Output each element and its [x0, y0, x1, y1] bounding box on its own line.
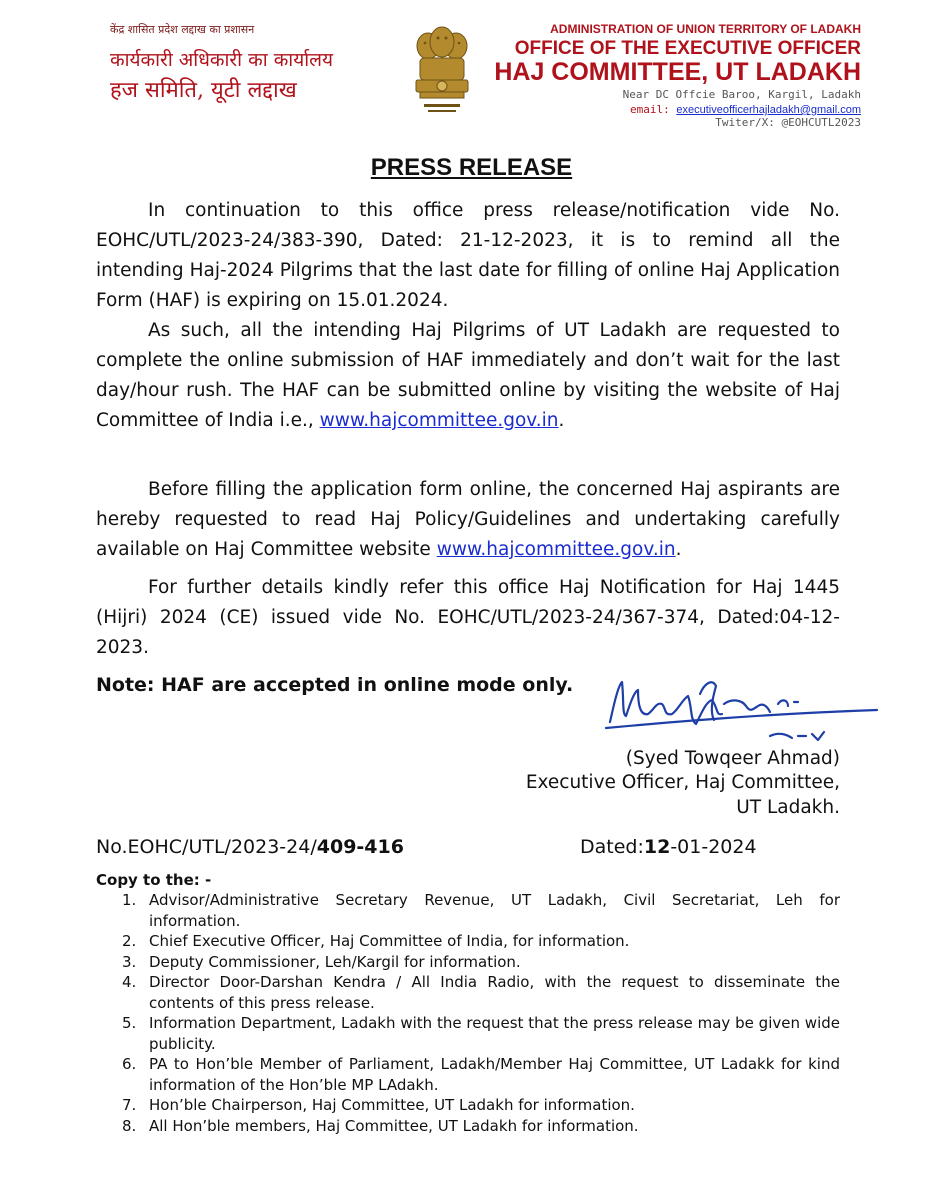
hindi-header-line-2: कार्यकारी अधिकारी का कार्यालय: [110, 49, 334, 71]
copy-to-item-number: 1.: [122, 891, 137, 909]
email-link[interactable]: executiveofficerhajladakh@gmail.com: [676, 104, 861, 116]
reference-date-day: 12: [643, 836, 671, 858]
copy-to-item-number: 6.: [122, 1055, 137, 1073]
copy-to-item: [122, 1013, 840, 1054]
reference-date: [580, 836, 757, 858]
letterhead-administration: ADMINISTRATION OF UNION TERRITORY OF LADAKH: [550, 22, 861, 36]
copy-to-item-text: PA to Hon’ble Member of Parliament, Ladakh/Member Haj Committee, UT Ladakk for kind information of the Hon’ble MP LAdakh.: [149, 1055, 840, 1094]
paragraph-2: [96, 316, 840, 436]
haj-committee-link[interactable]: www.hajcommittee.gov.in: [319, 410, 559, 431]
letterhead-address: Near DC Offcie Baroo, Kargil, Ladakh: [622, 88, 861, 101]
copy-to-item-text: Deputy Commissioner, Leh/Kargil for information.: [149, 952, 521, 971]
copy-to-item-text: Advisor/Administrative Secretary Revenue, UT Ladakh, Civil Secretariat, Leh for information.: [149, 891, 840, 930]
reference-number: [96, 836, 404, 858]
copy-to-item: [122, 1054, 840, 1095]
haj-committee-link[interactable]: www.hajcommittee.gov.in: [436, 539, 676, 560]
paragraph-2-text: As such, all the intending Haj Pilgrims of UT Ladakh are requested to complete the online submission of HAF immediately and don’t wait for the last day/hour rush. The HAF can be submitted online by visiting the website of Haj Committee of India i.e.,: [96, 320, 840, 431]
copy-to-item-text: Director Door-Darshan Kendra / All India Radio, with the request to disseminate the contents of this press release.: [149, 973, 840, 1012]
copy-to-item: [122, 1095, 840, 1116]
copy-to-item-text: Hon’ble Chairperson, Haj Committee, UT Ladakh for information.: [149, 1096, 635, 1114]
copy-to-list: [122, 890, 840, 1136]
copy-to-item: [122, 890, 840, 931]
letterhead-twitter: Twiter/X: @EOHCUTL2023: [715, 116, 861, 129]
copy-to-item: [122, 1116, 840, 1137]
signatory-designation: Executive Officer, Haj Committee,: [525, 772, 840, 793]
paragraph-3-end: .: [675, 539, 682, 560]
signatory-place: UT Ladakh.: [736, 797, 840, 818]
note-online-only: Note: HAF are accepted in online mode only.: [96, 674, 574, 696]
copy-to-item-text: Information Department, Ladakh with the request that the press release may be given wide publicity.: [149, 1014, 840, 1053]
copy-to-item-number: 4.: [122, 973, 137, 991]
signatory-name: (Syed Towqeer Ahmad): [625, 748, 840, 769]
letterhead-committee: HAJ COMMITTEE, UT LADAKH: [494, 58, 861, 86]
paragraph-3: [96, 475, 840, 565]
reference-number-range: 409-416: [316, 836, 404, 858]
email-label: email:: [630, 103, 670, 116]
reference-date-rest: -01-2024: [670, 836, 757, 858]
letterhead-office: OFFICE OF THE EXECUTIVE OFFICER: [514, 38, 861, 59]
paragraph-2-end: .: [558, 410, 565, 431]
paragraph-4: For further details kindly refer this office Haj Notification for Haj 1445 (Hijri) 2024 (CE) issued vide No. EOHC/UTL/2023-24/367-374, Dated:04-12-2023.: [96, 577, 840, 658]
reference-number-prefix: No.EOHC/UTL/2023-24/: [96, 836, 317, 858]
copy-to-item-text: All Hon’ble members, Haj Committee, UT Ladakh for information.: [149, 1116, 639, 1135]
press-release-title: PRESS RELEASE: [370, 154, 573, 181]
copy-to-item: [122, 972, 840, 1013]
state-emblem-icon: [410, 24, 474, 124]
copy-to-item-number: 5.: [122, 1014, 137, 1032]
copy-to-title: Copy to the: -: [96, 871, 212, 889]
hindi-header-line-1: केंद्र शासित प्रदेश लद्दाख का प्रशासन: [110, 23, 255, 36]
copy-to-item-number: 2.: [122, 932, 137, 950]
hindi-header-line-3: हज समिति, यूटी लद्दाख: [110, 78, 297, 103]
reference-date-label: Dated:: [580, 836, 644, 858]
copy-to-item-number: 7.: [122, 1096, 137, 1114]
copy-to-item-number: 3.: [122, 952, 137, 971]
copy-to-item-text: Chief Executive Officer, Haj Committee of India, for information.: [149, 932, 630, 950]
copy-to-item: [122, 952, 840, 973]
copy-to-item: [122, 931, 840, 952]
letterhead-email-row: [630, 103, 861, 116]
paragraph-1: In continuation to this office press release/notification vide No. EOHC/UTL/2023-24/383-390, Dated: 21-12-2023, it is to remind all the intending Haj-2024 Pilgrims that the last date for filling of online Haj Application Form (HAF) is expiring on 15.01.2024.: [96, 200, 840, 311]
copy-to-item-number: 8.: [122, 1116, 137, 1135]
paragraph-3-text: Before filling the application form online, the concerned Haj aspirants are hereby requested to read Haj Policy/Guidelines and undertaking carefully available on Haj Committee website: [96, 479, 840, 560]
